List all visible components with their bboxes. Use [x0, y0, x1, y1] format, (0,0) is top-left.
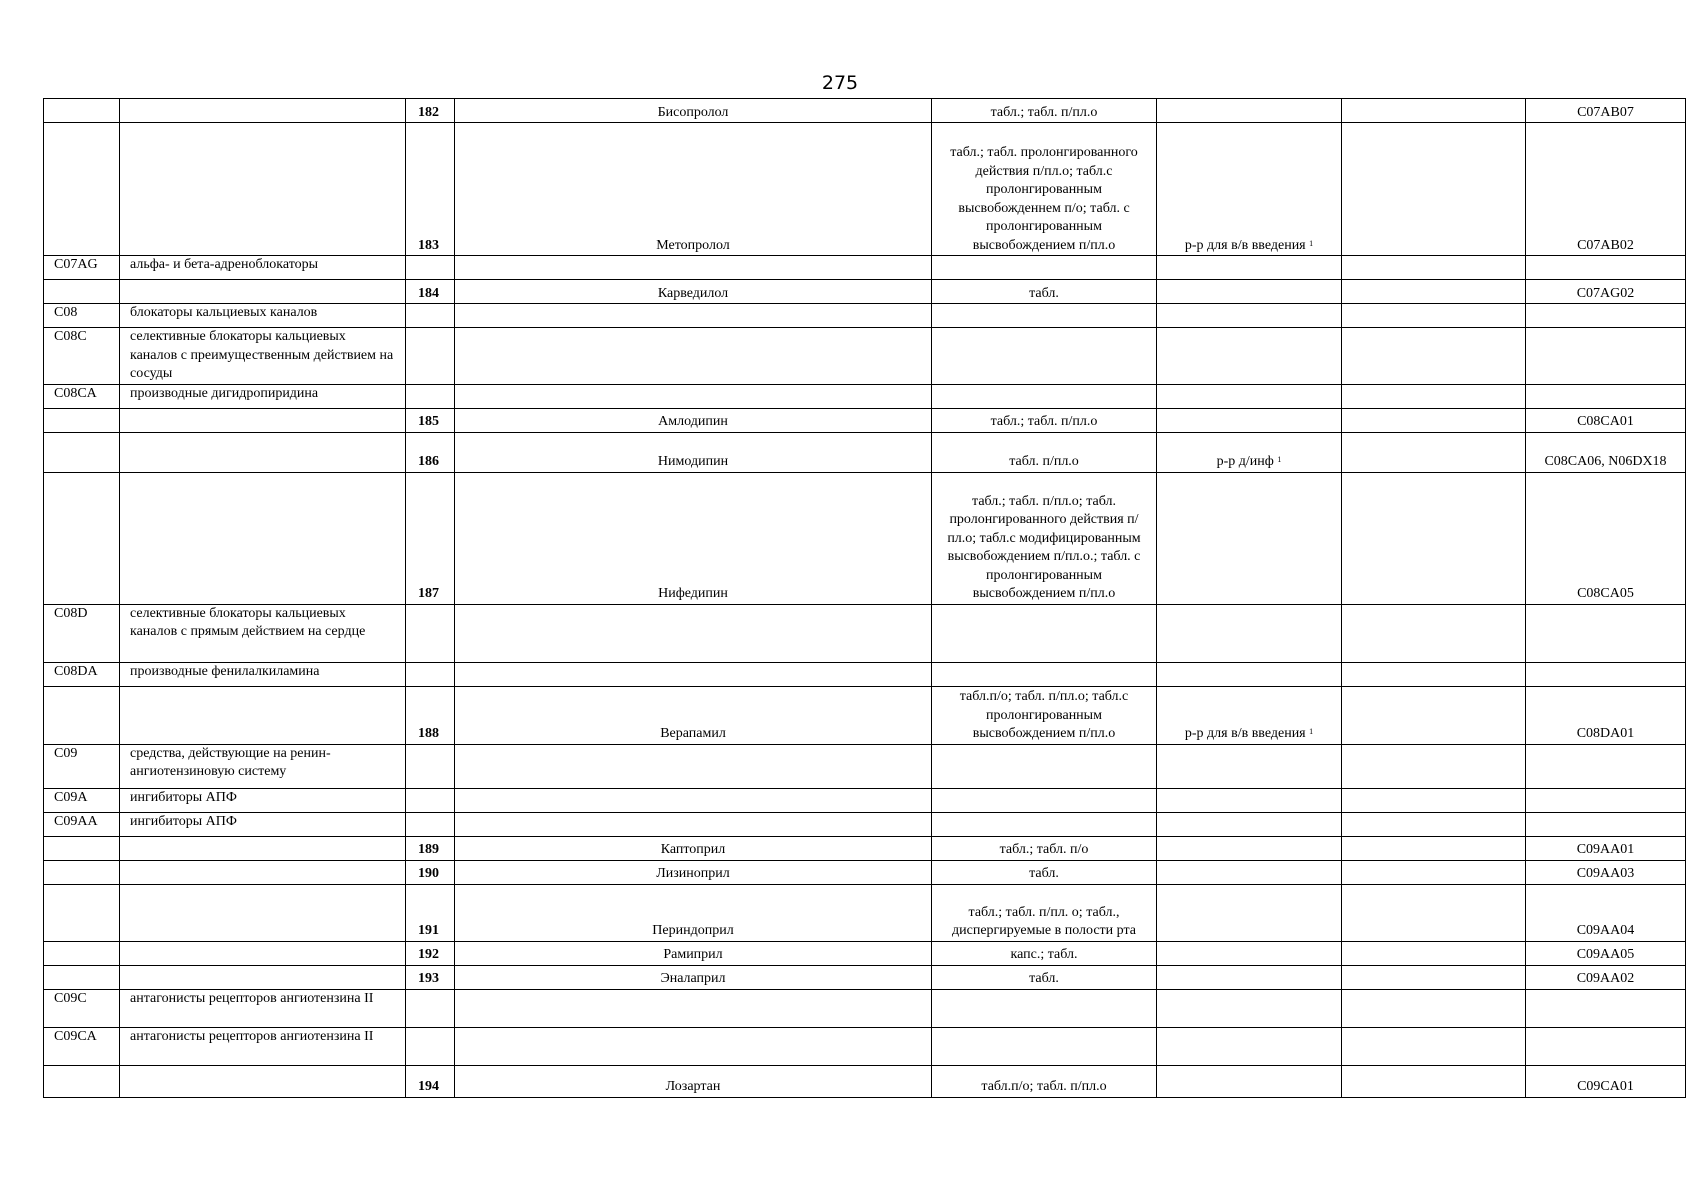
drug-number: 182 — [406, 99, 455, 123]
empty-cell — [932, 788, 1157, 812]
empty-cell — [1342, 884, 1526, 941]
drug-number: 189 — [406, 836, 455, 860]
extra-dosage-form — [1157, 280, 1342, 304]
atc-group-description: средства, действующие на ренин-ангиотензиновую систему — [120, 744, 406, 788]
drug-number: 192 — [406, 941, 455, 965]
empty-cell — [120, 99, 406, 123]
drug-name: Эналаприл — [455, 965, 932, 989]
dosage-form: табл.; табл. п/пл. о; табл., диспергируемые в полости рта — [932, 884, 1157, 941]
atc-code: C08CA05 — [1526, 472, 1686, 604]
atc-group-description: антагонисты рецепторов ангиотензина II — [120, 1027, 406, 1065]
dosage-form: табл. п/пл.о — [932, 432, 1157, 472]
atc-group-code: C09A — [44, 788, 120, 812]
dosage-form: табл.п/о; табл. п/пл.о — [932, 1065, 1157, 1097]
empty-cell — [120, 686, 406, 744]
group-row — [44, 384, 1686, 408]
drug-row — [44, 472, 1686, 604]
atc-code: C09AA01 — [1526, 836, 1686, 860]
empty-cell — [1157, 328, 1342, 385]
empty-cell — [455, 744, 932, 788]
drug-number: 191 — [406, 884, 455, 941]
extra-dosage-form — [1157, 836, 1342, 860]
empty-cell — [44, 408, 120, 432]
dosage-form: табл.п/о; табл. п/пл.о; табл.с пролонгированным высвобождением п/пл.о — [932, 686, 1157, 744]
group-row — [44, 788, 1686, 812]
empty-cell — [1526, 812, 1686, 836]
drug-name: Нифедипин — [455, 472, 932, 604]
drug-row — [44, 965, 1686, 989]
empty-cell — [932, 328, 1157, 385]
extra-dosage-form: р-р для в/в введения $^1$ — [1157, 686, 1342, 744]
extra-dosage-form: р-р д/инф $^1$ — [1157, 432, 1342, 472]
atc-code: C08CA06, N06DX18 — [1526, 432, 1686, 472]
empty-cell — [120, 860, 406, 884]
empty-cell — [120, 884, 406, 941]
drug-row — [44, 408, 1686, 432]
empty-cell — [932, 1027, 1157, 1065]
atc-group-code: C09C — [44, 989, 120, 1027]
drug-name: Нимодипин — [455, 432, 932, 472]
atc-group-description: ингибиторы АПФ — [120, 788, 406, 812]
empty-cell — [1342, 744, 1526, 788]
empty-cell — [1157, 304, 1342, 328]
empty-cell — [44, 99, 120, 123]
empty-cell — [932, 662, 1157, 686]
empty-cell — [44, 836, 120, 860]
drug-name: Метопролол — [455, 123, 932, 256]
drug-name: Амлодипин — [455, 408, 932, 432]
empty-cell — [1526, 328, 1686, 385]
drug-number: 186 — [406, 432, 455, 472]
empty-cell — [44, 432, 120, 472]
dosage-form: табл. — [932, 280, 1157, 304]
empty-cell — [1342, 1027, 1526, 1065]
empty-cell — [120, 472, 406, 604]
atc-code: C07AB07 — [1526, 99, 1686, 123]
empty-cell — [44, 1065, 120, 1097]
empty-cell — [1526, 744, 1686, 788]
empty-cell — [406, 662, 455, 686]
drug-row — [44, 1065, 1686, 1097]
group-row — [44, 744, 1686, 788]
drug-table — [43, 98, 1686, 1098]
extra-dosage-form — [1157, 1065, 1342, 1097]
empty-cell — [120, 432, 406, 472]
empty-cell — [1157, 662, 1342, 686]
empty-cell — [1342, 788, 1526, 812]
empty-cell — [120, 408, 406, 432]
empty-cell — [1342, 432, 1526, 472]
atc-code: C09AA02 — [1526, 965, 1686, 989]
atc-code: C08DA01 — [1526, 686, 1686, 744]
empty-cell — [120, 123, 406, 256]
dosage-form: табл.; табл. п/пл.о; табл. пролонгированного действия п/пл.о; табл.с модифицированным высвобождением п/пл.о.; табл. с пролонгированным высвобождением п/пл.о — [932, 472, 1157, 604]
page-number: 275 — [821, 72, 859, 94]
empty-cell — [455, 328, 932, 385]
atc-group-code: C08C — [44, 328, 120, 385]
drug-row — [44, 432, 1686, 472]
atc-group-code: C08D — [44, 604, 120, 662]
drug-name: Лозартан — [455, 1065, 932, 1097]
empty-cell — [1342, 860, 1526, 884]
dosage-form: капс.; табл. — [932, 941, 1157, 965]
empty-cell — [120, 280, 406, 304]
group-row — [44, 328, 1686, 385]
empty-cell — [1526, 256, 1686, 280]
atc-group-code: C08CA — [44, 384, 120, 408]
empty-cell — [406, 1027, 455, 1065]
empty-cell — [406, 328, 455, 385]
empty-cell — [1342, 256, 1526, 280]
empty-cell — [406, 256, 455, 280]
empty-cell — [406, 812, 455, 836]
atc-code: C09AA03 — [1526, 860, 1686, 884]
empty-cell — [1342, 965, 1526, 989]
atc-group-code: C09CA — [44, 1027, 120, 1065]
atc-group-description: селективные блокаторы кальциевых каналов с преимущественным действием на сосуды — [120, 328, 406, 385]
empty-cell — [120, 941, 406, 965]
empty-cell — [1342, 99, 1526, 123]
empty-cell — [1342, 1065, 1526, 1097]
empty-cell — [932, 304, 1157, 328]
atc-group-code: C08 — [44, 304, 120, 328]
dosage-form: табл.; табл. п/о — [932, 836, 1157, 860]
group-row — [44, 304, 1686, 328]
group-row — [44, 1027, 1686, 1065]
empty-cell — [1157, 989, 1342, 1027]
drug-row — [44, 686, 1686, 744]
empty-cell — [455, 304, 932, 328]
empty-cell — [455, 256, 932, 280]
empty-cell — [44, 123, 120, 256]
drug-number: 188 — [406, 686, 455, 744]
empty-cell — [1342, 812, 1526, 836]
extra-dosage-form — [1157, 860, 1342, 884]
empty-cell — [455, 788, 932, 812]
drug-number: 185 — [406, 408, 455, 432]
empty-cell — [120, 965, 406, 989]
drug-number: 194 — [406, 1065, 455, 1097]
empty-cell — [1342, 686, 1526, 744]
empty-cell — [406, 304, 455, 328]
group-row — [44, 662, 1686, 686]
drug-row — [44, 280, 1686, 304]
empty-cell — [1157, 744, 1342, 788]
drug-name: Каптоприл — [455, 836, 932, 860]
extra-dosage-form — [1157, 99, 1342, 123]
atc-group-code: C07AG — [44, 256, 120, 280]
empty-cell — [1342, 941, 1526, 965]
atc-group-description: производные фенилалкиламина — [120, 662, 406, 686]
atc-group-description: производные дигидропиридина — [120, 384, 406, 408]
drug-name: Карведилол — [455, 280, 932, 304]
drug-number: 193 — [406, 965, 455, 989]
empty-cell — [932, 604, 1157, 662]
empty-cell — [406, 384, 455, 408]
dosage-form: табл.; табл. п/пл.о — [932, 408, 1157, 432]
empty-cell — [406, 788, 455, 812]
extra-dosage-form: р-р для в/в введения $^1$ — [1157, 123, 1342, 256]
dosage-form: табл.; табл. пролонгированного действия п/пл.о; табл.с пролонгированным высвобожденнем п/о; табл. с пролонгированным высвобождением п/пл.о — [932, 123, 1157, 256]
empty-cell — [1342, 328, 1526, 385]
empty-cell — [1342, 408, 1526, 432]
extra-dosage-form — [1157, 408, 1342, 432]
empty-cell — [455, 662, 932, 686]
drug-name: Периндоприл — [455, 884, 932, 941]
empty-cell — [1157, 812, 1342, 836]
empty-cell — [44, 686, 120, 744]
empty-cell — [1342, 836, 1526, 860]
empty-cell — [1342, 604, 1526, 662]
atc-group-description: альфа- и бета-адреноблокаторы — [120, 256, 406, 280]
empty-cell — [406, 604, 455, 662]
footnote-marker: 1 — [1309, 238, 1314, 248]
empty-cell — [1157, 1027, 1342, 1065]
drug-name: Рамиприл — [455, 941, 932, 965]
drug-number: 190 — [406, 860, 455, 884]
empty-cell — [1342, 472, 1526, 604]
atc-group-code: C08DA — [44, 662, 120, 686]
atc-group-code: C09 — [44, 744, 120, 788]
empty-cell — [1342, 123, 1526, 256]
empty-cell — [455, 812, 932, 836]
footnote-marker: 1 — [1277, 455, 1282, 464]
atc-code: C09AA04 — [1526, 884, 1686, 941]
atc-code: C07AG02 — [1526, 280, 1686, 304]
extra-dosage-form — [1157, 965, 1342, 989]
empty-cell — [1157, 384, 1342, 408]
drug-row — [44, 941, 1686, 965]
drug-number: 187 — [406, 472, 455, 604]
empty-cell — [1526, 1027, 1686, 1065]
drug-number: 184 — [406, 280, 455, 304]
empty-cell — [120, 836, 406, 860]
empty-cell — [1526, 662, 1686, 686]
atc-group-description: антагонисты рецепторов ангиотензина II — [120, 989, 406, 1027]
empty-cell — [1526, 384, 1686, 408]
atc-group-description: ингибиторы АПФ — [120, 812, 406, 836]
atc-code: C09AA05 — [1526, 941, 1686, 965]
empty-cell — [1342, 662, 1526, 686]
empty-cell — [44, 884, 120, 941]
empty-cell — [455, 384, 932, 408]
dosage-form: табл. — [932, 860, 1157, 884]
empty-cell — [932, 812, 1157, 836]
empty-cell — [406, 989, 455, 1027]
drug-number: 183 — [406, 123, 455, 256]
empty-cell — [455, 989, 932, 1027]
group-row — [44, 989, 1686, 1027]
atc-code: C09CA01 — [1526, 1065, 1686, 1097]
empty-cell — [44, 941, 120, 965]
empty-cell — [455, 604, 932, 662]
empty-cell — [1342, 989, 1526, 1027]
empty-cell — [932, 384, 1157, 408]
empty-cell — [1342, 280, 1526, 304]
drug-name: Бисопролол — [455, 99, 932, 123]
empty-cell — [1526, 604, 1686, 662]
drug-name: Верапамил — [455, 686, 932, 744]
group-row — [44, 256, 1686, 280]
empty-cell — [44, 280, 120, 304]
atc-code: C07AB02 — [1526, 123, 1686, 256]
empty-cell — [932, 256, 1157, 280]
atc-code: C08CA01 — [1526, 408, 1686, 432]
empty-cell — [44, 860, 120, 884]
empty-cell — [1526, 304, 1686, 328]
dosage-form: табл.; табл. п/пл.о — [932, 99, 1157, 123]
footnote-marker: 1 — [1309, 727, 1314, 736]
dosage-form: табл. — [932, 965, 1157, 989]
empty-cell — [1342, 304, 1526, 328]
atc-group-code: C09AA — [44, 812, 120, 836]
drug-name: Лизиноприл — [455, 860, 932, 884]
empty-cell — [1157, 604, 1342, 662]
extra-dosage-form — [1157, 941, 1342, 965]
empty-cell — [1157, 788, 1342, 812]
group-row — [44, 812, 1686, 836]
empty-cell — [44, 472, 120, 604]
atc-group-description: блокаторы кальциевых каналов — [120, 304, 406, 328]
empty-cell — [120, 1065, 406, 1097]
drug-row — [44, 860, 1686, 884]
empty-cell — [1526, 989, 1686, 1027]
empty-cell — [455, 1027, 932, 1065]
extra-dosage-form — [1157, 884, 1342, 941]
drug-row — [44, 836, 1686, 860]
empty-cell — [1526, 788, 1686, 812]
empty-cell — [44, 965, 120, 989]
drug-row — [44, 884, 1686, 941]
group-row — [44, 604, 1686, 662]
empty-cell — [1157, 256, 1342, 280]
empty-cell — [932, 989, 1157, 1027]
empty-cell — [932, 744, 1157, 788]
empty-cell — [1342, 384, 1526, 408]
atc-group-description: селективные блокаторы кальциевых каналов с прямым действием на сердце — [120, 604, 406, 662]
empty-cell — [406, 744, 455, 788]
extra-dosage-form — [1157, 472, 1342, 604]
drug-row — [44, 99, 1686, 123]
drug-row — [44, 123, 1686, 256]
